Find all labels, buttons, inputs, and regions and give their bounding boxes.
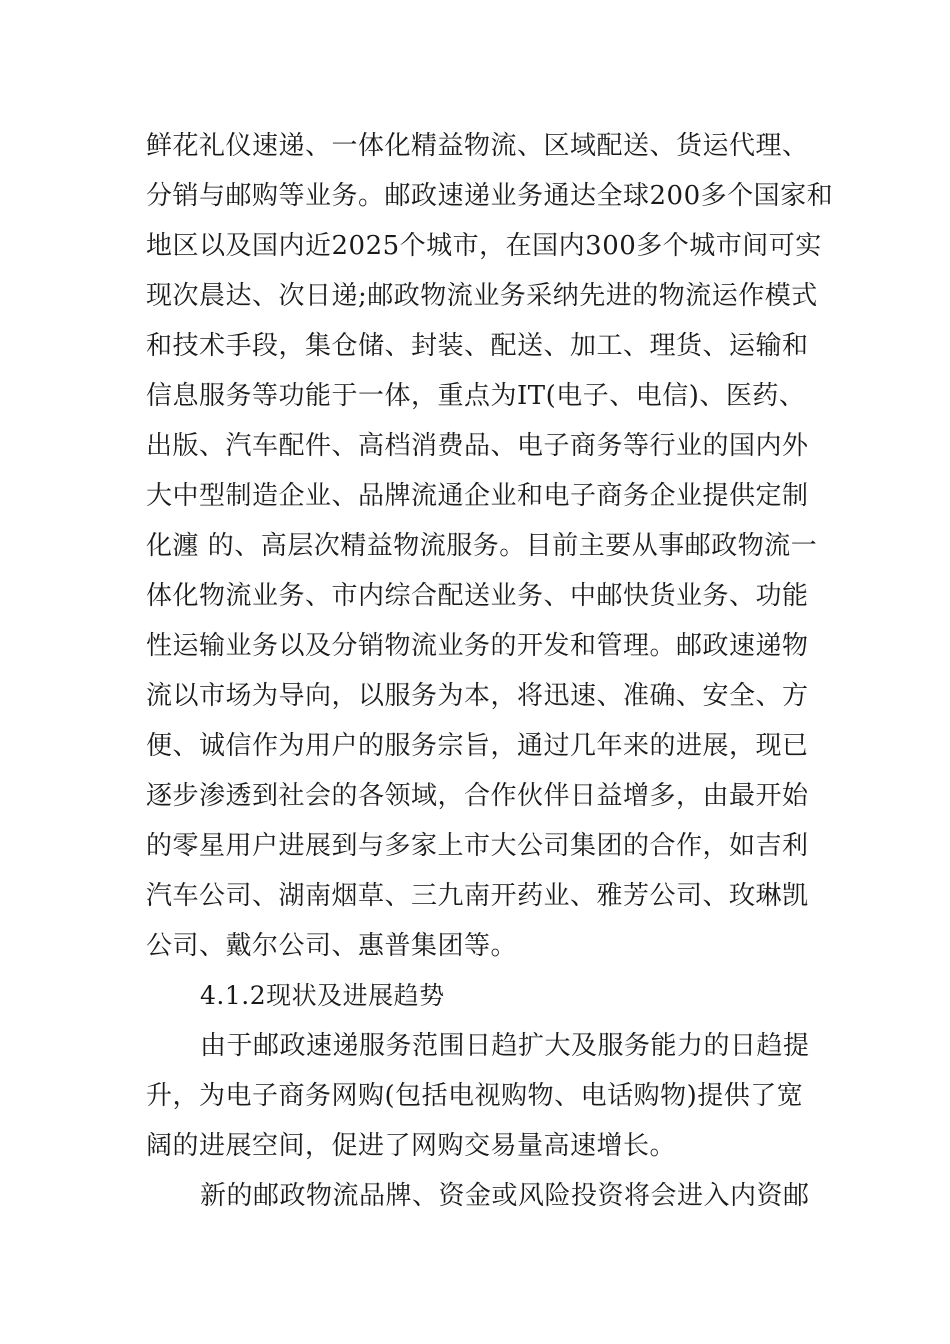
paragraph-1-line-10: 体化物流业务、市内综合配送业务、中邮快货业务、功能 bbox=[146, 581, 809, 611]
paragraph-1-line-6: 信息服务等功能于一体，重点为IT(电子、电信)、医药、 bbox=[146, 381, 806, 411]
paragraph-1-line-16: 汽车公司、湖南烟草、三九南开药业、雅芳公司、玫琳凯 bbox=[146, 881, 809, 911]
paragraph-1-line-5: 和技术手段，集仓储、封装、配送、加工、理货、运输和 bbox=[146, 331, 809, 361]
paragraph-1-line-13: 便、诚信作为用户的服务宗旨，通过几年来的进展，现已 bbox=[146, 731, 809, 761]
paragraph-1-line-12: 流以市场为导向，以服务为本，将迅速、准确、安全、方 bbox=[146, 681, 809, 711]
paragraph-1-line-17: 公司、戴尔公司、惠普集团等。 bbox=[146, 931, 518, 961]
paragraph-1-line-7: 出版、汽车配件、高档消费品、电子商务等行业的国内外 bbox=[146, 431, 809, 461]
paragraph-1-line-11: 性运输业务以及分销物流业务的开发和管理。邮政速递物 bbox=[146, 631, 809, 661]
paragraph-2-line-1: 由于邮政速递服务范围日趋扩大及服务能力的日趋提 bbox=[200, 1031, 810, 1061]
section-heading: 4.1.2现状及进展趋势 bbox=[200, 981, 445, 1010]
paragraph-1-line-3: 地区以及国内近2025个城市，在国内300多个城市间可实 bbox=[146, 231, 822, 261]
paragraph-2-line-3: 阔的进展空间，促进了网购交易量高速增长。 bbox=[146, 1131, 677, 1161]
paragraph-1-line-4: 现次晨达、次日递;邮政物流业务采纳先进的物流运作模式 bbox=[146, 281, 818, 311]
paragraph-1-line-2: 分销与邮购等业务。邮政速递业务通达全球200多个国家和 bbox=[146, 181, 834, 211]
paragraph-1-line-1: 鲜花礼仪速递、一体化精益物流、区域配送、货运代理、 bbox=[146, 131, 809, 161]
paragraph-3-line-1: 新的邮政物流品牌、资金或风险投资将会进入内资邮 bbox=[200, 1181, 810, 1211]
paragraph-1-line-14: 逐步渗透到社会的各领域，合作伙伴日益增多，由最开始 bbox=[146, 781, 809, 811]
paragraph-1-line-8: 大中型制造企业、品牌流通企业和电子商务企业提供定制 bbox=[146, 481, 809, 511]
paragraph-1-line-9: 化瀍 的、高层次精益物流服务。目前主要从事邮政物流一 bbox=[146, 531, 818, 561]
paragraph-2-line-2: 升，为电子商务网购(包括电视购物、电话购物)提供了宽 bbox=[146, 1081, 804, 1111]
paragraph-1-line-15: 的零星用户进展到与多家上市大公司集团的合作，如吉利 bbox=[146, 831, 809, 861]
